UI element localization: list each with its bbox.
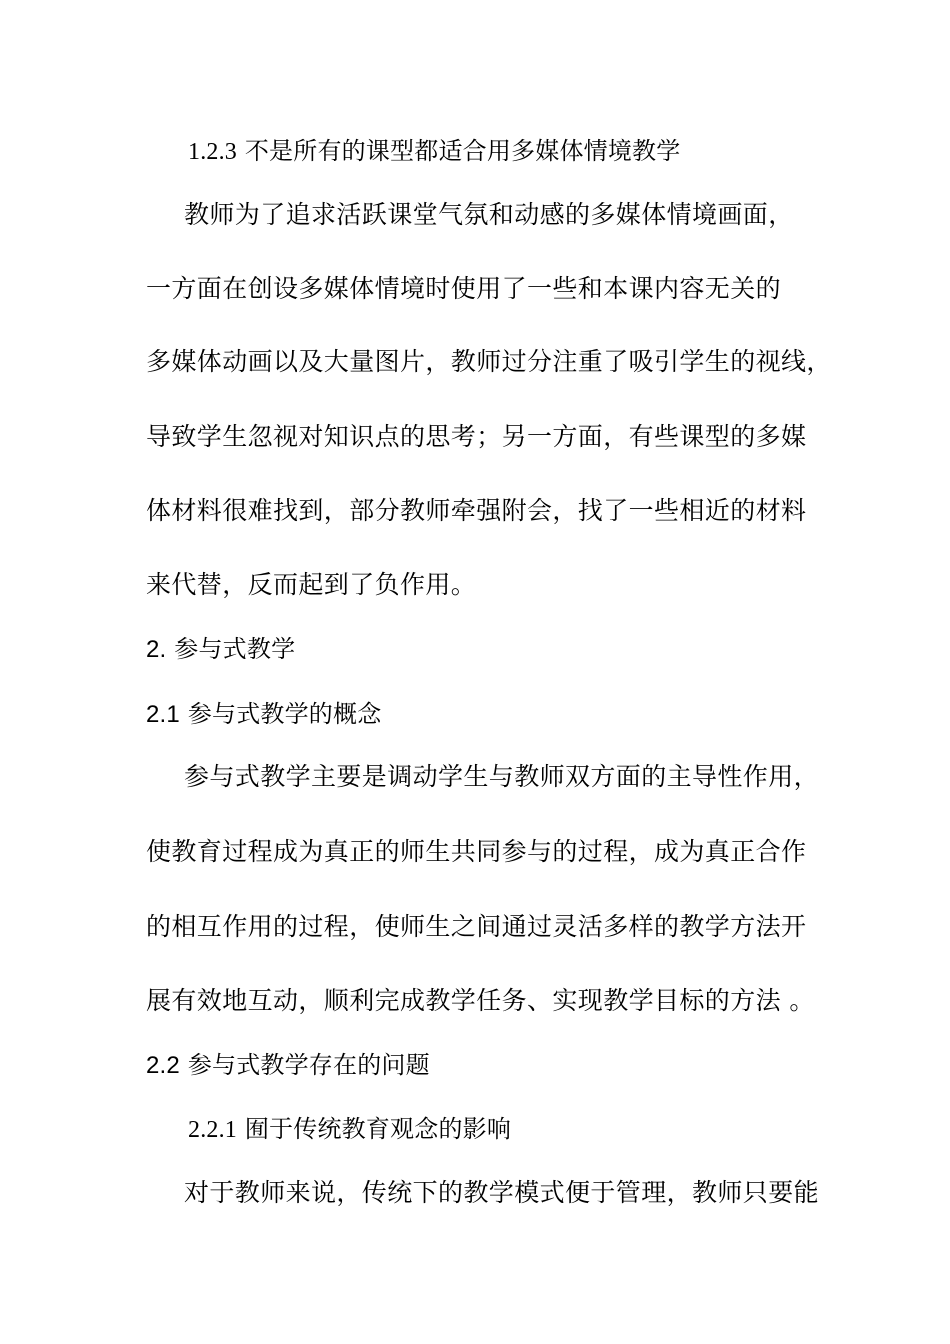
paragraph-line: 体材料很难找到，部分教师牵强附会，找了一些相近的材料 <box>146 496 807 525</box>
paragraph-line: 来代替，反而起到了负作用。 <box>146 570 477 599</box>
paragraph-line: 一方面在创设多媒体情境时使用了一些和本课内容无关的 <box>146 274 782 303</box>
section-heading-2 <box>146 633 295 666</box>
section-heading-2-1 <box>146 698 381 731</box>
heading-number: 2.2.1 <box>188 1117 237 1143</box>
paragraph-line: 参与式教学主要是调动学生与教师双方面的主导性作用， <box>184 762 820 791</box>
paragraph-line: 使教育过程成为真正的师生共同参与的过程，成为真正合作 <box>146 837 807 866</box>
heading-number: 2. <box>146 636 167 663</box>
heading-number: 2.2 <box>146 1052 180 1079</box>
heading-number: 2.1 <box>146 701 180 728</box>
heading-number: 1.2.3 <box>188 139 237 165</box>
paragraph-line: 多媒体动画以及大量图片，教师过分注重了吸引学生的视线， <box>146 347 832 376</box>
section-heading-1-2-3 <box>188 135 680 168</box>
heading-text: 参与式教学 <box>174 635 296 663</box>
heading-text: 参与式教学存在的问题 <box>187 1051 430 1079</box>
section-heading-2-2 <box>146 1049 430 1082</box>
heading-text: 参与式教学的概念 <box>187 700 382 728</box>
heading-text: 囿于传统教育观念的影响 <box>244 1115 512 1143</box>
paragraph-line: 教师为了追求活跃课堂气氛和动感的多媒体情境画面， <box>184 200 794 229</box>
paragraph-line: 的相互作用的过程，使师生之间通过灵活多样的教学方法开 <box>146 912 807 941</box>
paragraph-line: 对于教师来说，传统下的教学模式便于管理，教师只要能 <box>184 1178 820 1207</box>
section-heading-2-2-1 <box>188 1113 511 1146</box>
paragraph-line: 展有效地互动，顺利完成教学任务、实现教学目标的方法 。 <box>146 986 815 1015</box>
heading-text: 不是所有的课型都适合用多媒体情境教学 <box>244 137 681 165</box>
paragraph-line: 导致学生忽视对知识点的思考；另一方面，有些课型的多媒 <box>146 422 807 451</box>
